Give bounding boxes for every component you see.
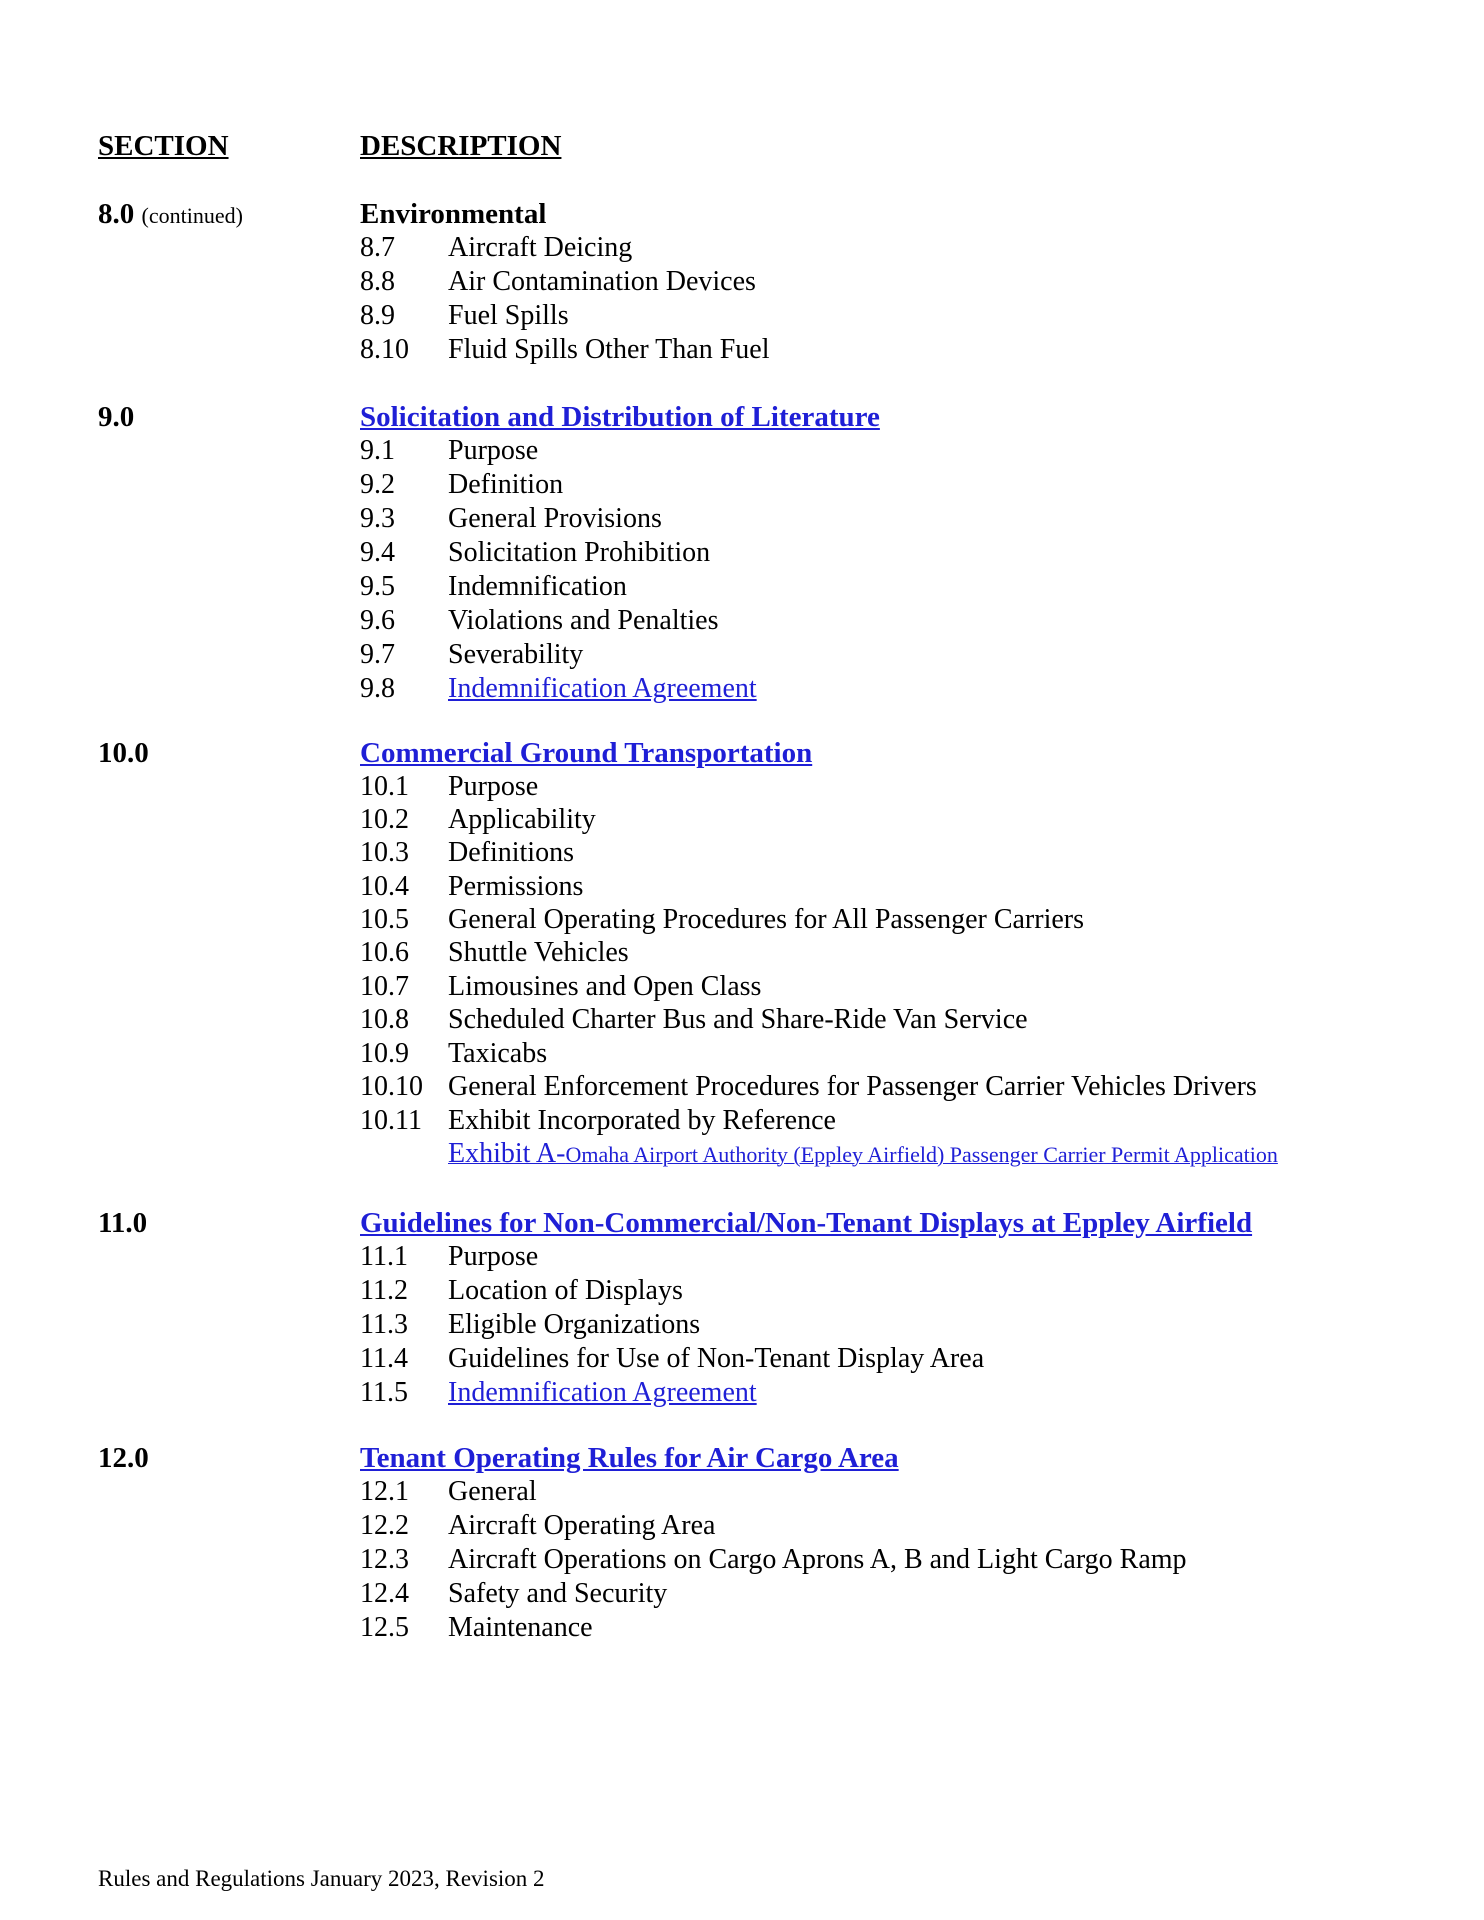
toc-item: 10.3 Definitions: [360, 837, 574, 868]
toc-item: 11.2 Location of Displays: [360, 1275, 683, 1306]
toc-item: 9.7 Severability: [360, 639, 584, 670]
toc-item: 9.6 Violations and Penalties: [360, 605, 719, 636]
toc-item: 12.1 General: [360, 1476, 537, 1507]
toc-item: 10.10 General Enforcement Procedures for Passenger Carrier Vehicles Drivers: [360, 1071, 1257, 1102]
page-footer: Rules and Regulations January 2023, Revision 2: [98, 1866, 545, 1891]
section-number: 10.0: [98, 737, 149, 769]
section-number: 12.0: [98, 1442, 149, 1474]
toc-item: 11.3 Eligible Organizations: [360, 1309, 701, 1340]
toc-item: 10.6 Shuttle Vehicles: [360, 937, 629, 968]
indemnification-agreement-link[interactable]: Indemnification Agreement: [448, 1377, 757, 1408]
toc-item: 11.5 Indemnification Agreement: [360, 1377, 757, 1408]
toc-item: 10.7 Limousines and Open Class: [360, 971, 762, 1002]
toc-item: 8.10 Fluid Spills Other Than Fuel: [360, 334, 770, 365]
section-title-link[interactable]: Solicitation and Distribution of Literature: [360, 401, 880, 433]
section-title: Environmental: [360, 198, 547, 230]
toc-item: 9.8 Indemnification Agreement: [360, 673, 757, 704]
section-title-link[interactable]: Commercial Ground Transportation: [360, 737, 813, 769]
toc-item: 12.5 Maintenance: [360, 1612, 593, 1643]
toc-item: 10.4 Permissions: [360, 871, 584, 902]
toc-item: 10.5 General Operating Procedures for All Passenger Carriers: [360, 904, 1085, 935]
toc-item: 10.9 Taxicabs: [360, 1038, 548, 1069]
toc-item: 9.5 Indemnification: [360, 571, 627, 602]
toc-item: 10.1 Purpose: [360, 771, 539, 802]
toc-item: 9.3 General Provisions: [360, 503, 662, 534]
section-title-link[interactable]: Guidelines for Non-Commercial/Non-Tenant Displays at Eppley Airfield: [360, 1207, 1253, 1239]
section-column-header: SECTION: [98, 130, 229, 162]
toc-item: 9.2 Definition: [360, 469, 564, 500]
indemnification-agreement-link[interactable]: Indemnification Agreement: [448, 673, 757, 704]
section-number: 9.0: [98, 401, 135, 433]
section-number: 11.0: [98, 1207, 148, 1239]
toc-item: 10.11 Exhibit Incorporated by Reference: [360, 1105, 836, 1136]
exhibit-a-link[interactable]: Exhibit A-Omaha Airport Authority (Eppley Airfield) Passenger Carrier Permit Application: [448, 1138, 1278, 1169]
description-column-header: DESCRIPTION: [360, 130, 562, 162]
continued-note: (continued): [141, 203, 243, 228]
toc-item: 8.7 Aircraft Deicing: [360, 232, 633, 263]
toc-item: 12.2 Aircraft Operating Area: [360, 1510, 716, 1541]
toc-item: 10.8 Scheduled Charter Bus and Share-Ride Van Service: [360, 1004, 1028, 1035]
toc-item: 8.8 Air Contamination Devices: [360, 266, 756, 297]
section-title-link[interactable]: Tenant Operating Rules for Air Cargo Area: [360, 1442, 899, 1474]
toc-item: 11.4 Guidelines for Use of Non-Tenant Display Area: [360, 1343, 985, 1374]
toc-item: 8.9 Fuel Spills: [360, 300, 569, 331]
toc-item: 11.1 Purpose: [360, 1241, 539, 1272]
toc-item: 9.4 Solicitation Prohibition: [360, 537, 711, 568]
toc-item: 9.1 Purpose: [360, 435, 539, 466]
toc-item: 12.3 Aircraft Operations on Cargo Aprons A, B and Light Cargo Ramp: [360, 1544, 1187, 1575]
toc-item: 10.2 Applicability: [360, 804, 596, 835]
toc-item: 12.4 Safety and Security: [360, 1578, 668, 1609]
section-number: 8.0 (continued): [98, 198, 243, 230]
